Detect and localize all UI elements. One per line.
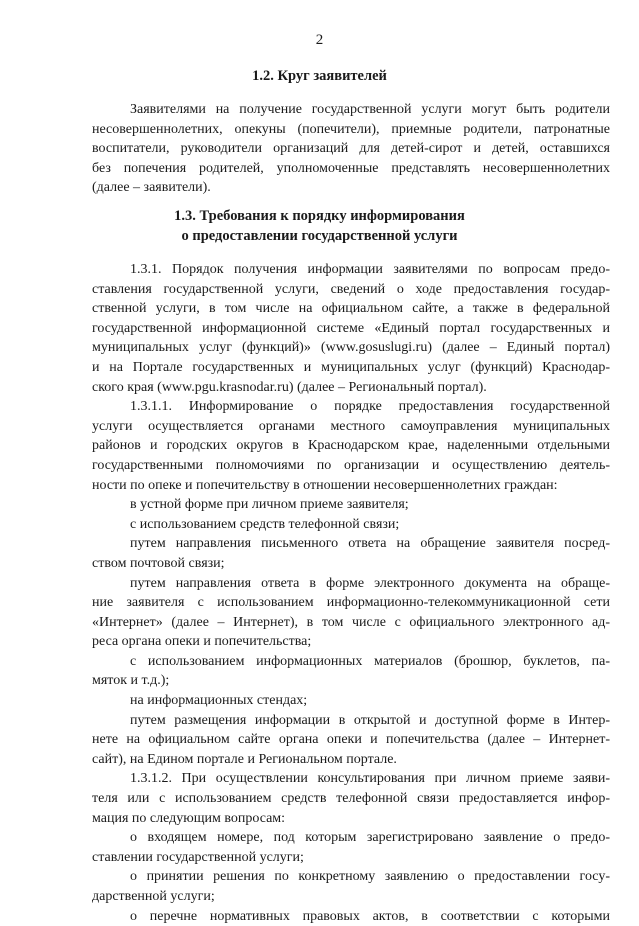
text-line: путем размещения информации в открытой и доступной форме в Интер-	[130, 712, 610, 728]
text-line: ставлении государственной услуги;	[92, 849, 304, 865]
section-title-line-2: о предоставлении государственной услуги	[181, 228, 458, 244]
text-line: мация по следующим вопросам:	[92, 810, 286, 826]
section-heading-1-2	[0, 66, 639, 86]
page-number: 2	[315, 32, 324, 48]
text-line: несовершеннолетних, опекуны (попечители), приемные родители, патронатные	[92, 121, 610, 137]
text-line: государственной информационной системе «Единый портал государственных и	[92, 320, 610, 336]
section-1-2-body	[92, 100, 610, 198]
text-line: государственными полномочиями по организации и осуществлению деятель-	[92, 457, 610, 473]
text-line: ственной услуги, в том числе на официальном сайте, а также в федеральной	[92, 301, 610, 317]
text-line: 1.3.1.1. Информирование о порядке предоставления государственной	[130, 399, 610, 415]
text-line: теля или с использованием средств телефонной связи предоставляется инфор-	[92, 791, 610, 807]
text-line: с использованием информационных материалов (брошюр, буклетов, па-	[130, 653, 610, 669]
text-line: «Интернет» (далее – Интернет), в том числе с официального электронного ад-	[92, 614, 610, 630]
text-line: на информационных стендах;	[130, 693, 308, 709]
text-line: (далее – заявители).	[92, 180, 211, 196]
text-line: 1.3.1.2. При осуществлении консультирования при личном приеме заяви-	[130, 771, 610, 787]
section-title-line-1: 1.3. Требования к порядку информирования	[174, 208, 465, 224]
text-line: путем направления письменного ответа на обращение заявителя посред-	[130, 536, 610, 552]
section-heading-1-3	[0, 206, 639, 246]
text-line: о входящем номере, под которым зарегистрировано заявление о предо-	[130, 830, 610, 846]
text-line: мяток и т.д.);	[92, 673, 170, 689]
text-line: воспитатели, руководители организаций для детей-сирот и детей, оставшихся	[92, 141, 610, 157]
section-title: 1.2. Круг заявителей	[252, 68, 387, 84]
text-line: районов и городских округов в Краснодарском крае, наделенными отдельными	[92, 438, 610, 454]
text-line: 1.3.1. Порядок получения информации заявителями по вопросам предо-	[130, 262, 610, 277]
text-line: дарственной услуги;	[92, 889, 215, 904]
text-line: с использованием средств телефонной связи;	[130, 516, 400, 532]
text-line: нете на официальном сайте органа опеки и попечительства (далее – Интернет-	[92, 732, 610, 748]
text-line: ставления государственной услуги, сведений о ходе предоставления государ-	[92, 281, 610, 297]
text-line: Заявителями на получение государственной услуги могут быть родители	[130, 102, 610, 117]
text-line: ние заявителя с использованием информационно-телекоммуникационной сети	[92, 595, 610, 611]
text-line: ского края (www.pgu.krasnodar.ru) (далее – Региональный портал).	[92, 379, 487, 395]
text-line: ством почтовой связи;	[92, 555, 225, 571]
text-line: сайт), на Едином портале и Региональном портале.	[92, 751, 397, 767]
text-line: муниципальных услуг (функций)» (www.gosuslugi.ru) (далее – Единый портал)	[92, 340, 610, 356]
text-line: о перечне нормативных правовых актов, в соответствии с которыми	[130, 908, 610, 924]
text-line: в устной форме при личном приеме заявителя;	[130, 497, 409, 513]
text-line: путем направления ответа в форме электронного документа на обраще-	[130, 575, 610, 591]
text-line: услуги осуществляется органами местного самоуправления муниципальных	[92, 418, 610, 434]
text-line: без попечения родителей, уполномоченные представлять несовершеннолетних	[92, 160, 610, 176]
text-line: ности по опеке и попечительству в отношении несовершеннолетних граждан:	[92, 477, 558, 493]
text-line: и на Портале государственных и муниципальных услуг (функций) Краснодар-	[92, 359, 610, 375]
section-1-3-body	[92, 260, 610, 926]
text-line: реса органа опеки и попечительства;	[92, 634, 312, 650]
text-line: о принятии решения по конкретному заявлению о предоставлении госу-	[130, 869, 610, 885]
